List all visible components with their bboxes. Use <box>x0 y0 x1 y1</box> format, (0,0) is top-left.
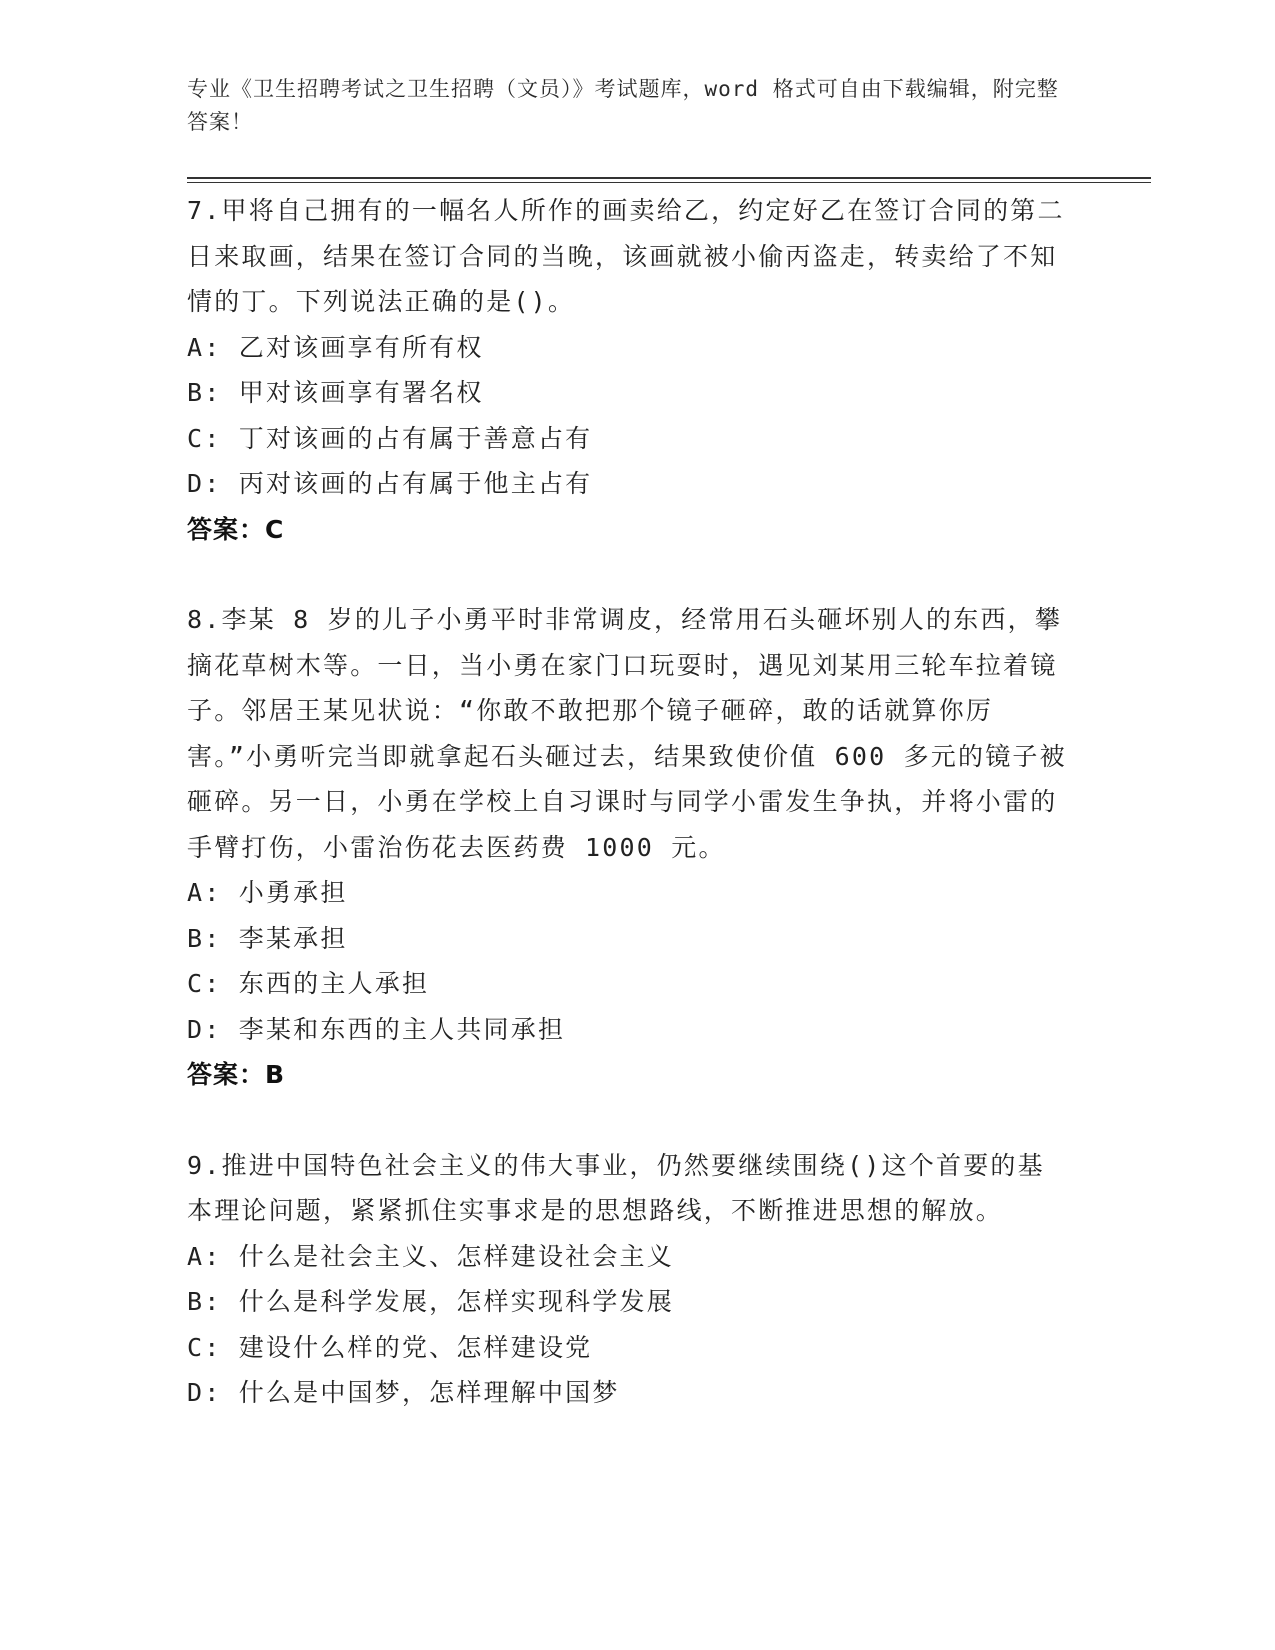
option-c: C: 东西的主人承担 <box>187 969 430 998</box>
option-a: A: 什么是社会主义、怎样建设社会主义 <box>187 1241 674 1271</box>
option-b: B: 李某承担 <box>187 923 348 953</box>
question-stem: 7.甲将自己拥有的一幅名人所作的画卖给乙，约定好乙在签订合同的第二日来取画，结果在签订合同的当晚，该画就被小偷丙盗走，转卖给了不知情的丁。下列说法正确的是()。 <box>187 196 1065 316</box>
option-b: B: 什么是科学发展，怎样实现科学发展 <box>187 1287 674 1316</box>
header-divider <box>187 177 1151 179</box>
question-stem: 8.李某 8 岁的儿子小勇平时非常调皮，经常用石头砸坏别人的东西，攀摘花草树木等。一日，当小勇在家门口玩耍时，遇见刘某用三轮车拉着镜子。邻居王某见状说：“你敢不敢把那个镜子砸碎，敢的话就算你厉害。”小勇听完当即就拿起石头砸过去，结果致使价值 600 多元的镜子被砸碎。另一日，小勇在学校上自习课时与同学小雷发生争执，并将小雷的手臂打伤，小雷治伤花去医药费 1000 元。 <box>187 605 1067 862</box>
option-c: C: 建设什么样的党、怎样建设党 <box>187 1332 593 1362</box>
option-a: A: 乙对该画享有所有权 <box>187 332 484 362</box>
option-b: B: 甲对该画享有署名权 <box>187 378 484 407</box>
question-7 <box>187 188 1067 552</box>
option-d: D: 丙对该画的占有属于他主占有 <box>187 469 593 498</box>
document-header: 专业《卫生招聘考试之卫生招聘（文员）》考试题库，word 格式可自由下载编辑，附完整答案！ <box>187 77 1059 134</box>
option-d: D: 什么是中国梦，怎样理解中国梦 <box>187 1378 620 1407</box>
option-a: A: 小勇承担 <box>187 878 348 907</box>
header-divider-thin <box>187 182 1151 183</box>
question-9 <box>187 1143 1067 1416</box>
question-stem: 9.推进中国特色社会主义的伟大事业，仍然要继续围绕()这个首要的基本理论问题，紧紧抓住实事求是的思想路线，不断推进思想的解放。 <box>187 1150 1045 1225</box>
answer-line: 答案：B <box>187 1060 286 1089</box>
question-list <box>187 188 1067 1461</box>
answer-line: 答案：C <box>187 514 285 544</box>
option-d: D: 李某和东西的主人共同承担 <box>187 1014 566 1044</box>
option-c: C: 丁对该画的占有属于善意占有 <box>187 423 593 453</box>
question-8 <box>187 597 1067 1098</box>
